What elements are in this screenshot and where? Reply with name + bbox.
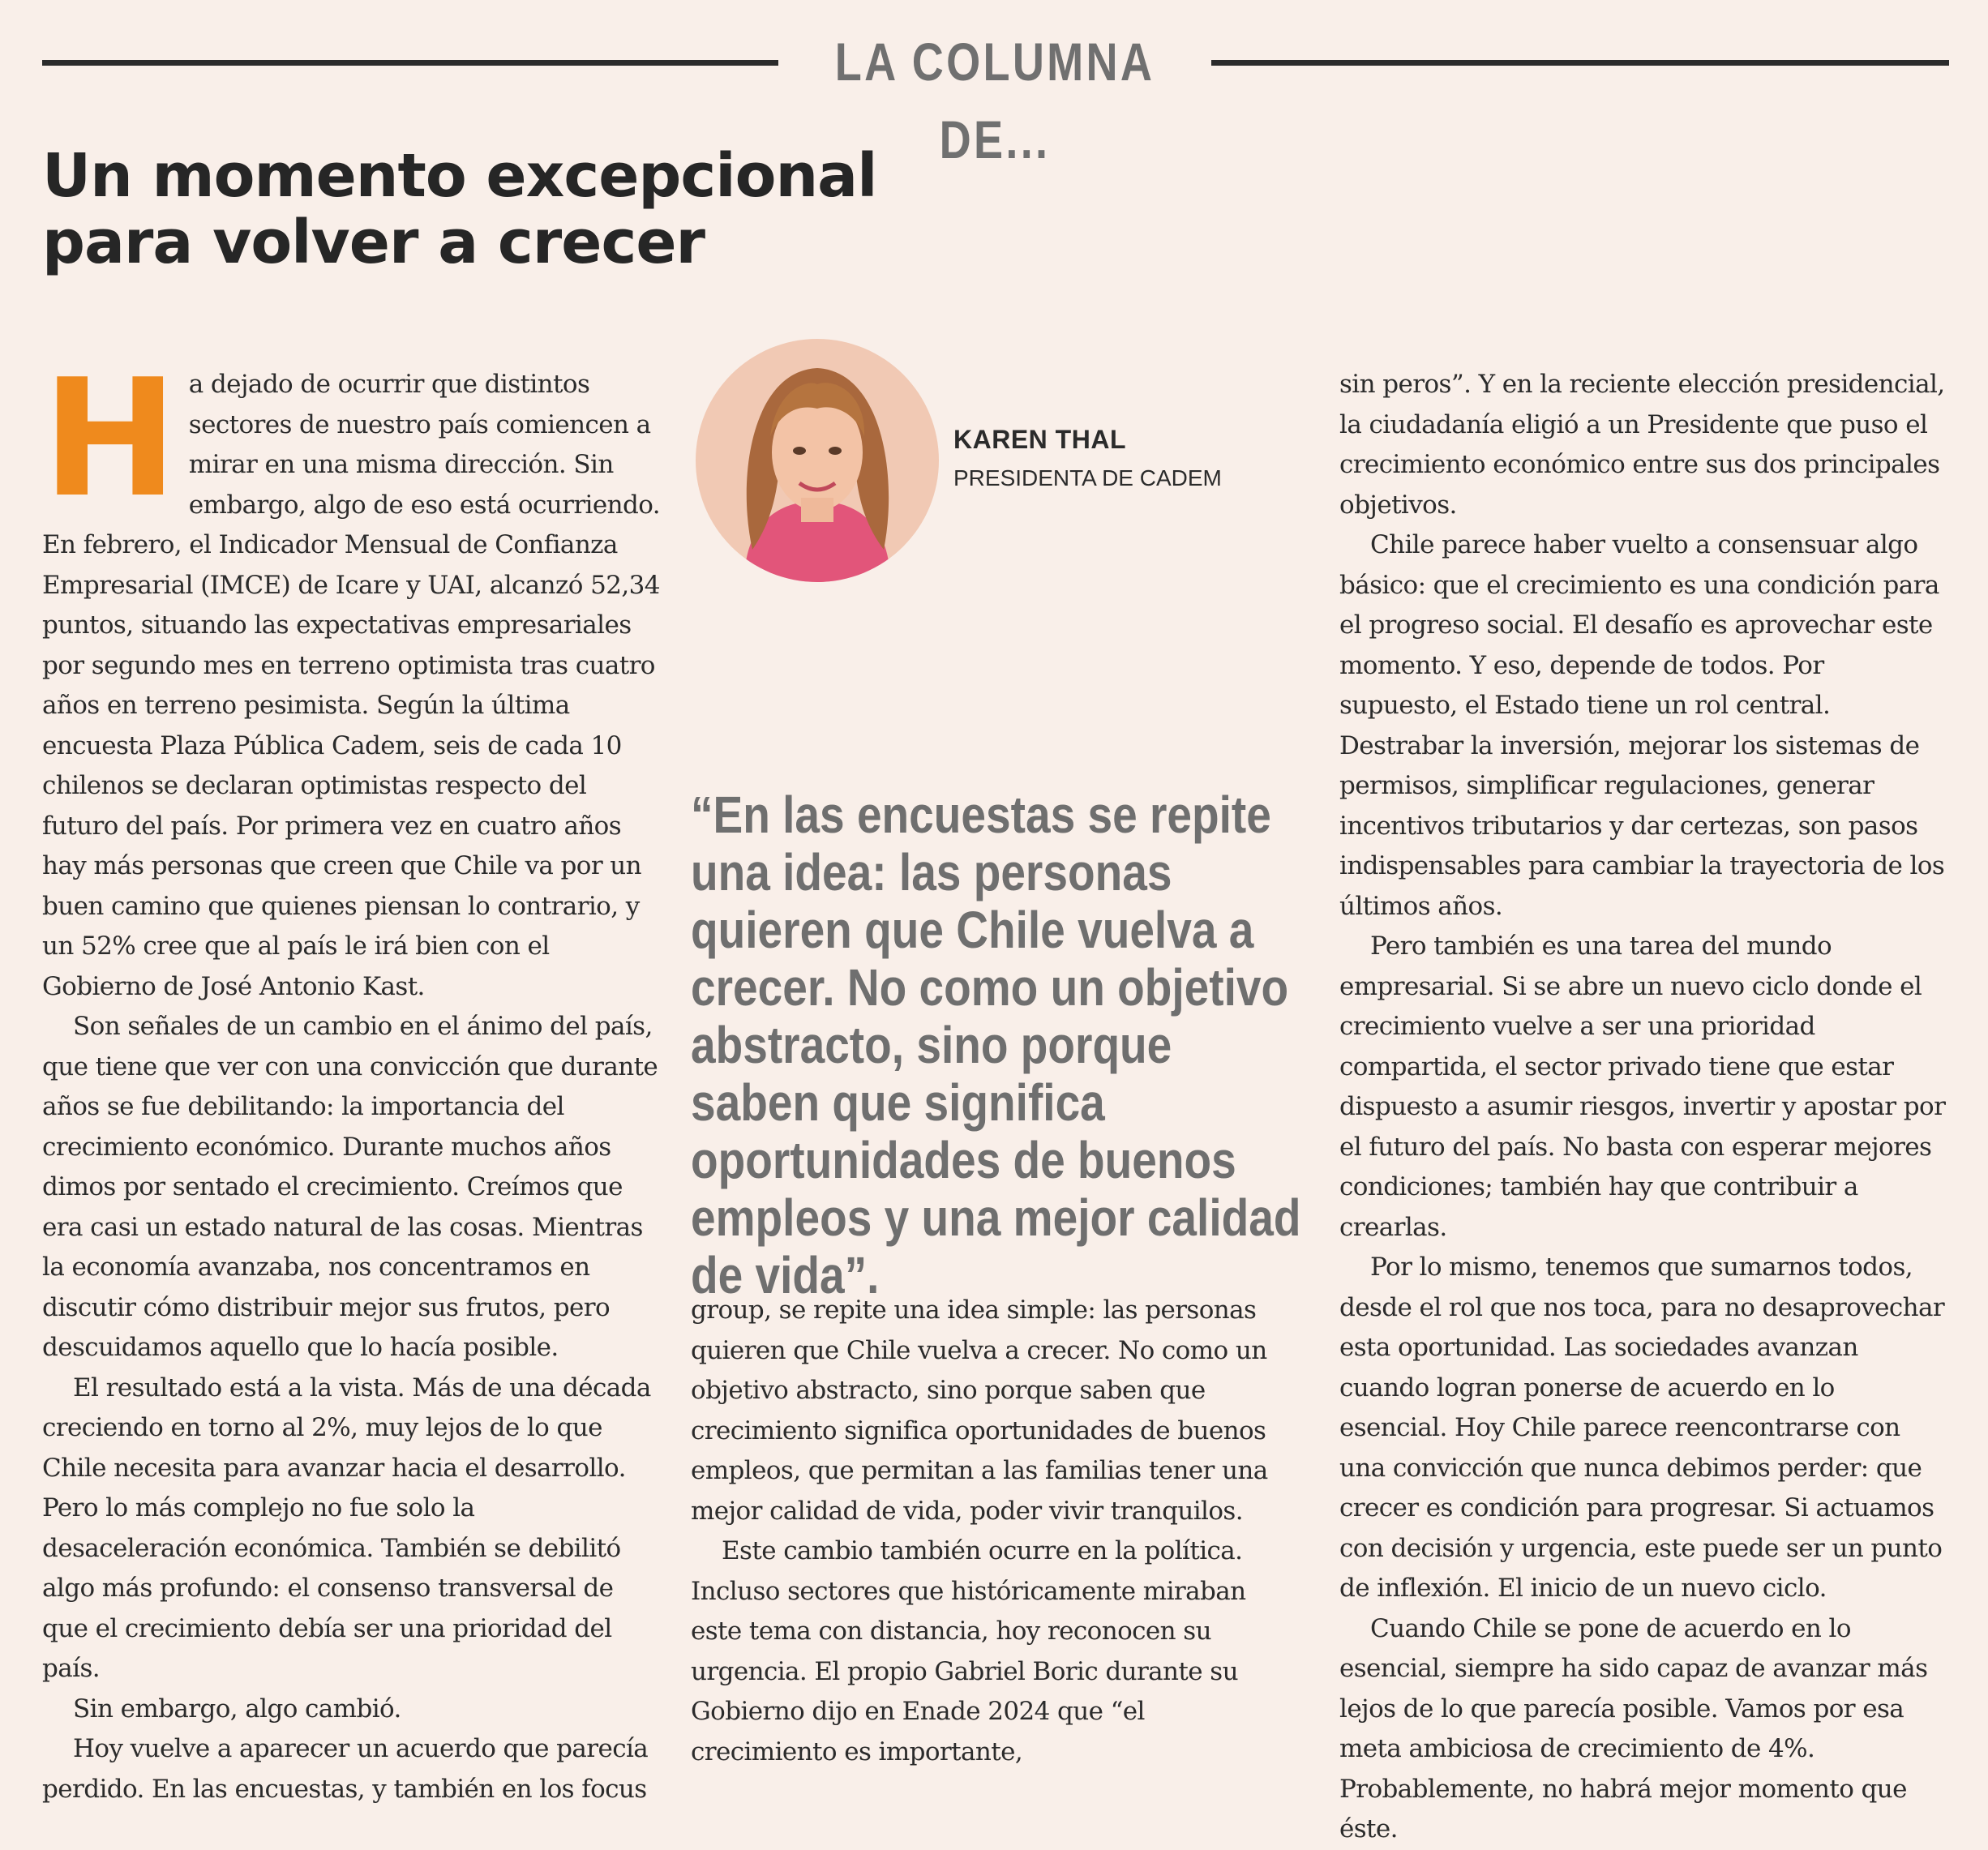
- paragraph: group, se repite una idea simple: las personas quieren que Chile vuelva a crecer. No como un objetivo abstracto, sino porque saben que crecimiento significa oportunidades de buenos empleos, que permitan a las familias tener una mejor calidad de vida, poder vivir tranquilos.: [691, 1295, 1268, 1526]
- column-3: [1339, 365, 1949, 1850]
- paragraph: Hoy vuelve a aparecer un acuerdo que parecía perdido. En las encuestas, y también en los focus: [42, 1734, 649, 1804]
- drop-cap: H: [42, 345, 178, 533]
- pull-quote: “En las encuestas se repite una idea: las personas quieren que Chile vuelva a crecer. No como un objetivo abstracto, sino porque saben que significa oportunidades de buenos empleos y una mejor calidad de vida”.: [691, 786, 1301, 1304]
- paragraph: Chile parece haber vuelto a consensuar algo básico: que el crecimiento es una condición para el progreso social. El desafío es aprovechar este momento. Y eso, depende de todos. Por supuesto, el Estado tiene un rol central. Destrabar la inversión, mejorar los sistemas de permisos, simplificar regulaciones, generar incentivos tributarios y dar certezas, son pasos indispensables para cambiar la trayectoria de los últimos años.: [1339, 530, 1945, 921]
- author-portrait: [696, 339, 939, 582]
- header-rule-left: [42, 60, 778, 66]
- column-2: [691, 1291, 1291, 1772]
- author-name: KAREN THAL: [953, 425, 1126, 454]
- section-label: LA COLUMNA DE...: [834, 32, 1155, 169]
- paragraph: Sin embargo, algo cambió.: [73, 1694, 401, 1724]
- paragraph: Este cambio también ocurre en la política. Incluso sectores que históricamente miraban este tema con distancia, hoy reconocen su urgencia. El propio Gabriel Boric durante su Gobierno dijo en Enade 2024 que “el crecimiento es importante,: [691, 1536, 1246, 1766]
- paragraph: Son señales de un cambio en el ánimo del país, que tiene que ver con una convicción que durante años se fue debilitando: la importancia del crecimiento económico. Durante muchos años dimos por sentado el crecimiento. Creímos que era casi un estado natural de las cosas. Mientras la economía avanzaba, nos concentramos en discutir cómo distribuir mejor sus frutos, pero descuidamos aquello que lo hacía posible.: [42, 1012, 658, 1362]
- column-1: [42, 345, 660, 1809]
- paragraph: sin peros”. Y en la reciente elección presidencial, la ciudadanía eligió a un Presidente que puso el crecimiento económico entre sus dos principales objetivos.: [1339, 370, 1945, 520]
- headline: Un momento excepcional para volver a crecer: [42, 141, 877, 277]
- paragraph: El resultado está a la vista. Más de una década creciendo en torno al 2%, muy lejos de lo que Chile necesita para avanzar hacia el desarrollo. Pero lo más complejo no fue solo la desaceleración económica. También se debilitó algo más profundo: el consenso transversal de que el crecimiento debía ser una prioridad del país.: [42, 1373, 651, 1683]
- portrait-illustration: [696, 339, 939, 582]
- paragraph: Cuando Chile se pone de acuerdo en lo esencial, siempre ha sido capaz de avanzar más lejos de lo que parecía posible. Vamos por esa meta ambiciosa de crecimiento de 4%. Probablemente, no habrá mejor momento que éste.: [1339, 1613, 1928, 1844]
- author-role: PRESIDENTA DE CADEM: [953, 465, 1222, 490]
- paragraph: Por lo mismo, tenemos que sumarnos todos, desde el rol que nos toca, para no desaprovechar esta oportunidad. Las sociedades avanzan cuando logran ponerse de acuerdo en lo esencial. Hoy Chile parece reencontrarse con una convicción que nunca debimos perder: que crecer es condición para progresar. Si actuamos con decisión y urgencia, este puede ser un punto de inflexión. El inicio de un nuevo ciclo.: [1339, 1253, 1945, 1603]
- header-rule-right: [1211, 60, 1949, 66]
- paragraph: Pero también es una tarea del mundo empresarial. Si se abre un nuevo ciclo donde el crecimiento vuelve a ser una prioridad compartida, el sector privado tiene que estar dispuesto a asumir riesgos, invertir y apostar por el futuro del país. No basta con esperar mejores condiciones; también hay que contribuir a crearlas.: [1339, 931, 1946, 1242]
- paragraph: Ha dejado de ocurrir que distintos sectores de nuestro país comiencen a mirar en una misma dirección. Sin embargo, algo de eso está ocurriendo. En febrero, el Indicador Mensual de Confianza Empresarial (IMCE) de Icare y UAI, alcanzó 52,34 puntos, situando las expectativas empresariales por segundo mes en terreno optimista tras cuatro años en terreno pesimista. Según la última encuesta Plaza Pública Cadem, seis de cada 10 chilenos se declaran optimistas respecto del futuro del país. Por primera vez en cuatro años hay más personas que creen que Chile va por un buen camino que quienes piensan lo contrario, y un 52% cree que al país le irá bien con el Gobierno de José Antonio Kast.: [42, 345, 660, 1001]
